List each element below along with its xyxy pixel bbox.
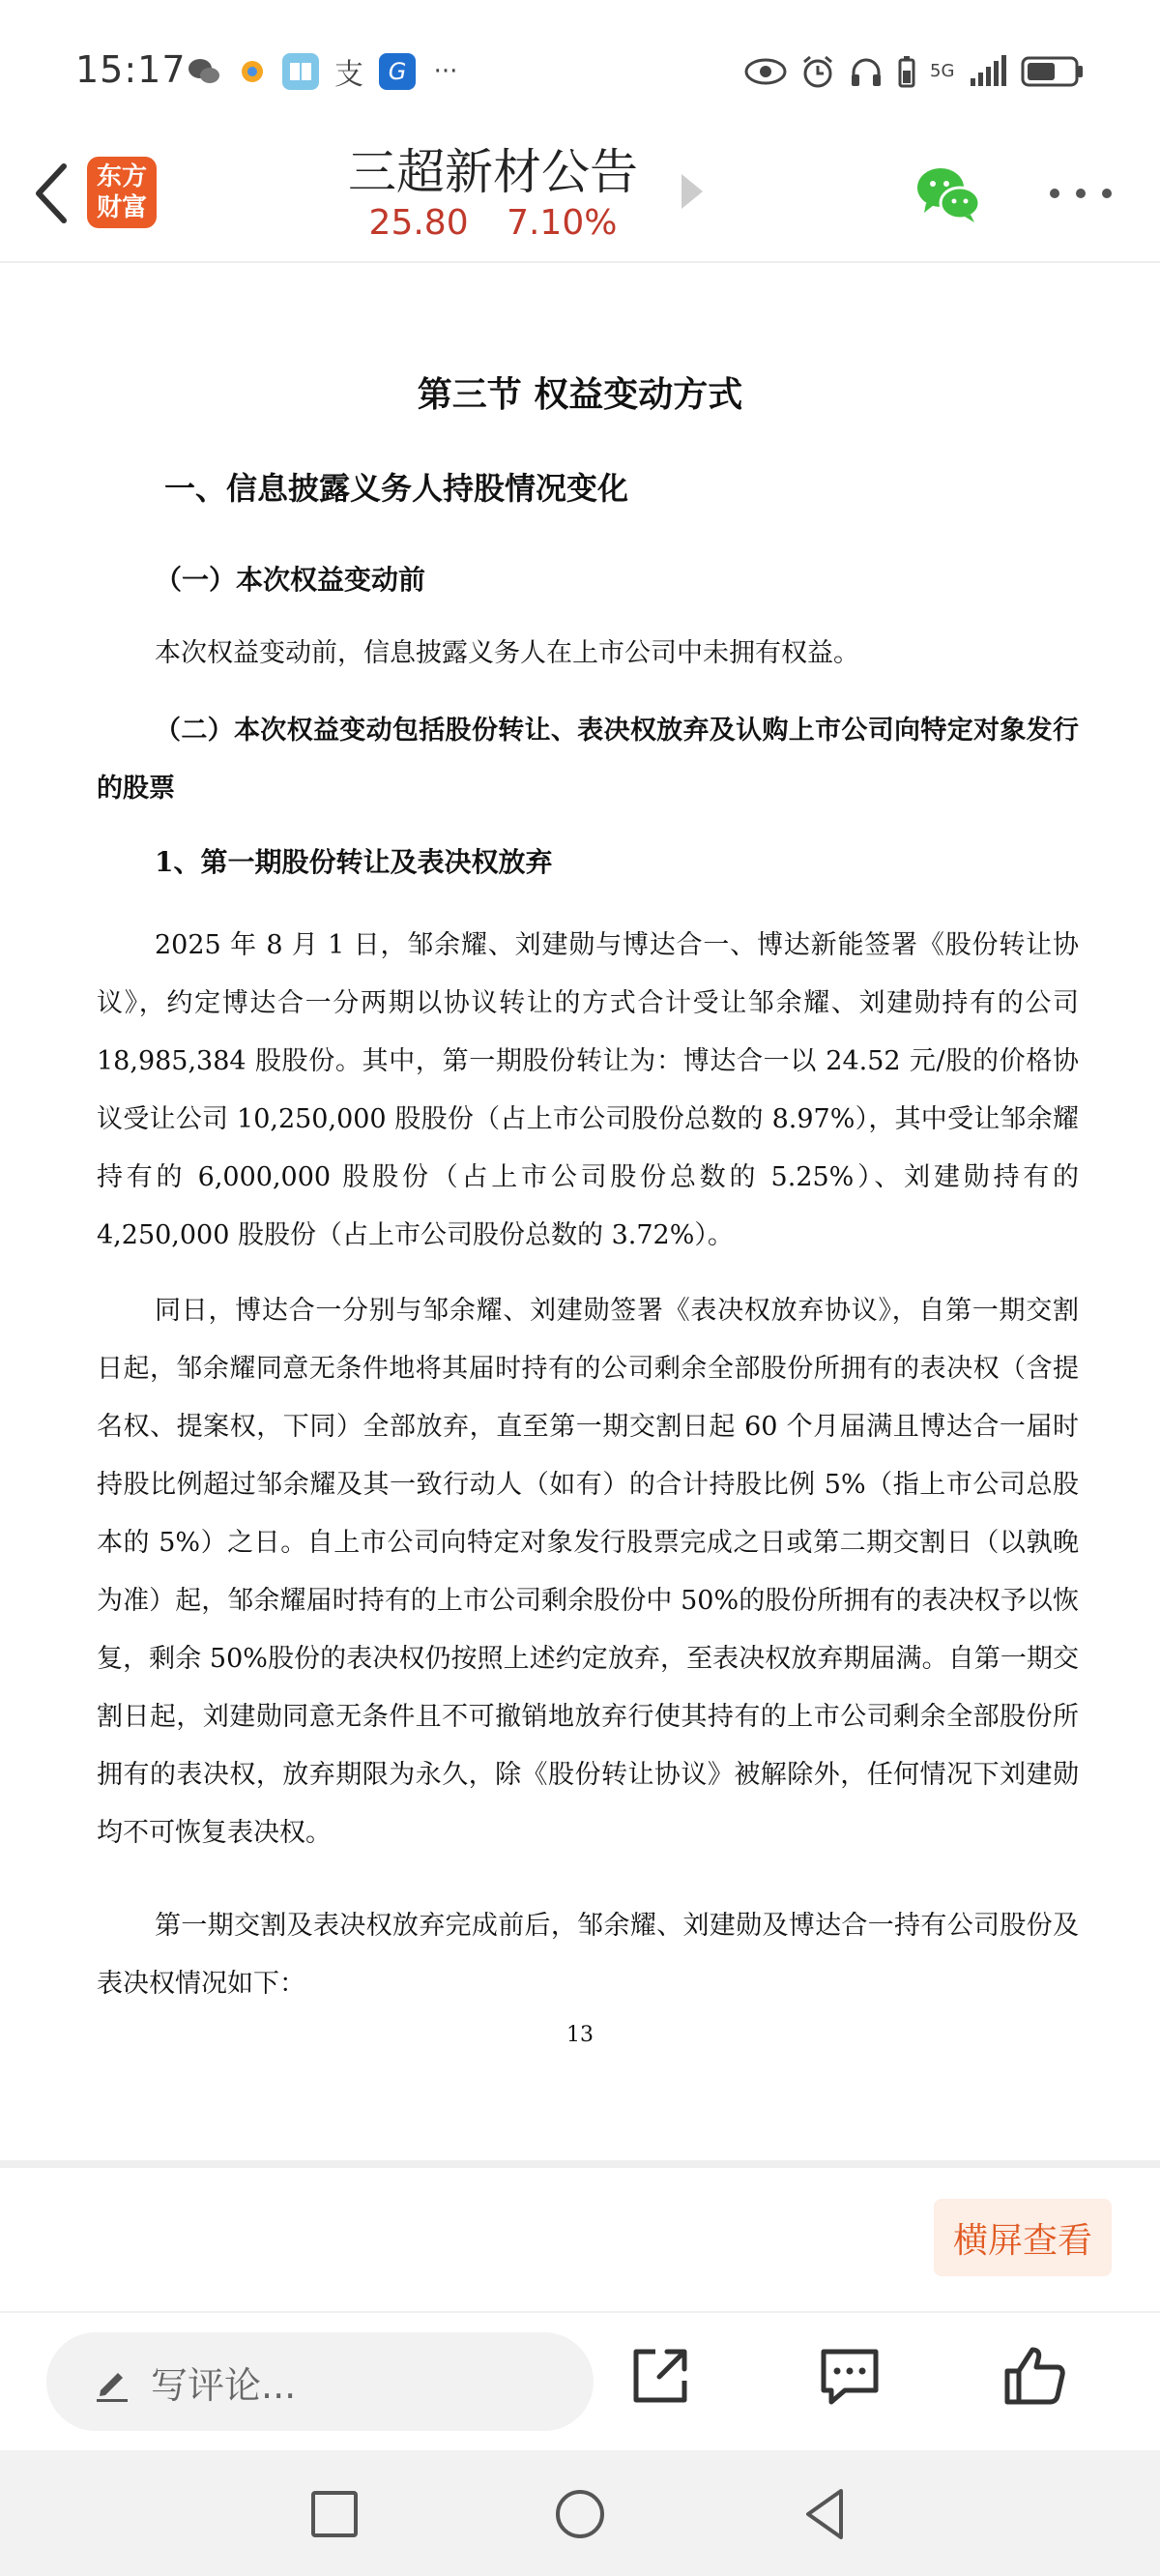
system-status (744, 48, 1085, 95)
paragraph-share-transfer: 2025 年 8 月 1 日，邹余耀、刘建勋与博达合一、博达新能签署《股份转让协议》，约定博达合一分两期以协议转让的方式合计受让邹余耀、刘建勋持有的公司 18,985,384 股股份。其中，第一期股份转让为：博达合一以 24.52 元/股的价格协议受让公司 10,250,000 股股份（占上市公司股份总数的 8.97%），其中受让邹余耀持有的 6,000,000 股股份（占上市公司股份总数的 5.25%）、刘建勋持有的 4,250,000 股股份（占上市公司股份总数的 3.72%）。 (97, 930, 1079, 1250)
paragraph-voting-rights: 同日，博达合一分别与邹余耀、刘建勋签署《表决权放弃协议》，自第一期交割日起，邹余耀同意无条件地将其届时持有的公司剩余全部股份所拥有的表决权（含提名权、提案权，下同）全部放弃，直至第一期交割日起 60 个月届满且博达合一届时持股比例超过邹余耀及其一致行动人（如有）的合计持股比例 5%（指上市公司总股本的 5%）之日。自上市公司向特定对象发行股票完成之日或第二期交割日（以孰晚为准）起，邹余耀届时持有的上市公司剩余股份中 50%的股份所拥有的表决权予以恢复，剩余 50%股份的表决权仍按照上述约定放弃，至表决权放弃期届满。自第一期交割日起，刘建勋同意无条件且不可撤销地放弃行使其持有的上市公司剩余全部股份所拥有的表决权，放弃期限为永久，除《股份转让协议》被解除外，任何情况下刘建勋均不可恢复表决权。 (97, 1296, 1079, 1848)
stock-title[interactable]: 三超新材公告 (348, 144, 638, 200)
recent-apps-icon[interactable] (305, 2485, 363, 2543)
paragraph-before: 本次权益变动前，信息披露义务人在上市公司中未拥有权益。 (155, 638, 859, 668)
wechat-share-button[interactable] (914, 161, 984, 230)
more-notifications-icon: ··· (433, 57, 458, 86)
logo-text-top: 东方 (96, 162, 147, 191)
alarm-icon (800, 54, 835, 89)
thumbs-up-icon[interactable] (1001, 2342, 1069, 2410)
home-icon[interactable] (551, 2485, 609, 2543)
stock-quote (290, 203, 696, 243)
app-notification-icon (234, 53, 271, 90)
app-logo[interactable] (87, 157, 157, 228)
document-page[interactable] (0, 263, 1160, 2158)
share-icon[interactable] (626, 2342, 694, 2410)
back-button[interactable] (21, 157, 79, 230)
eye-icon (744, 58, 787, 85)
paragraph-holdings-intro: 第一期交割及表决权放弃完成前后，邹余耀、刘建勋及博达合一持有公司股份及表决权情况如下： (97, 1911, 1079, 1999)
clock: 15:17 (75, 48, 187, 91)
notification-icons (186, 48, 464, 95)
landscape-view-button[interactable]: 横屏查看 (934, 2199, 1112, 2276)
stock-price: 25.80 (368, 203, 469, 243)
book-notification-icon (282, 53, 319, 90)
headphones-icon (849, 55, 884, 88)
comment-input[interactable] (46, 2332, 594, 2431)
battery-saver-icon (897, 55, 916, 88)
status-bar (0, 0, 1160, 135)
heading-change-types: （二）本次权益变动包括股份转让、表决权放弃及认购上市公司向特定对象发行的股票 (97, 716, 1079, 804)
heading-before: （一）本次权益变动前 (155, 564, 426, 596)
caret-right-icon[interactable] (682, 174, 703, 209)
system-nav-bar (0, 2450, 1160, 2576)
more-dot-icon (1050, 189, 1059, 198)
battery-icon (1021, 55, 1085, 88)
divider (0, 2160, 1160, 2168)
back-nav-icon[interactable] (797, 2485, 855, 2543)
app-header (0, 135, 1160, 263)
signal-icon (969, 55, 1007, 88)
browser-notification-icon: G (379, 53, 416, 90)
chevron-left-icon (31, 162, 70, 224)
comments-icon[interactable] (816, 2342, 884, 2410)
bottom-toolbar (0, 2311, 1160, 2450)
alipay-notification-icon: 支 (334, 58, 363, 92)
pen-icon (91, 2361, 133, 2404)
wechat-icon (914, 161, 984, 230)
comment-placeholder: 写评论... (151, 2364, 297, 2407)
heading-first-phase: 1、第一期股份转让及表决权放弃 (155, 846, 553, 878)
logo-text-bottom: 财富 (96, 193, 147, 222)
more-dot-icon (1102, 189, 1112, 198)
wechat-notification-icon (186, 53, 222, 90)
stock-change: 7.10% (507, 203, 618, 243)
heading-level1: 一、信息披露义务人持股情况变化 (164, 470, 629, 507)
section-title: 第三节 权益变动方式 (417, 374, 743, 415)
page-number: 13 (566, 2023, 594, 2047)
network-type: 5G (930, 61, 955, 81)
more-options-button[interactable] (1050, 182, 1112, 205)
more-dot-icon (1076, 189, 1086, 198)
